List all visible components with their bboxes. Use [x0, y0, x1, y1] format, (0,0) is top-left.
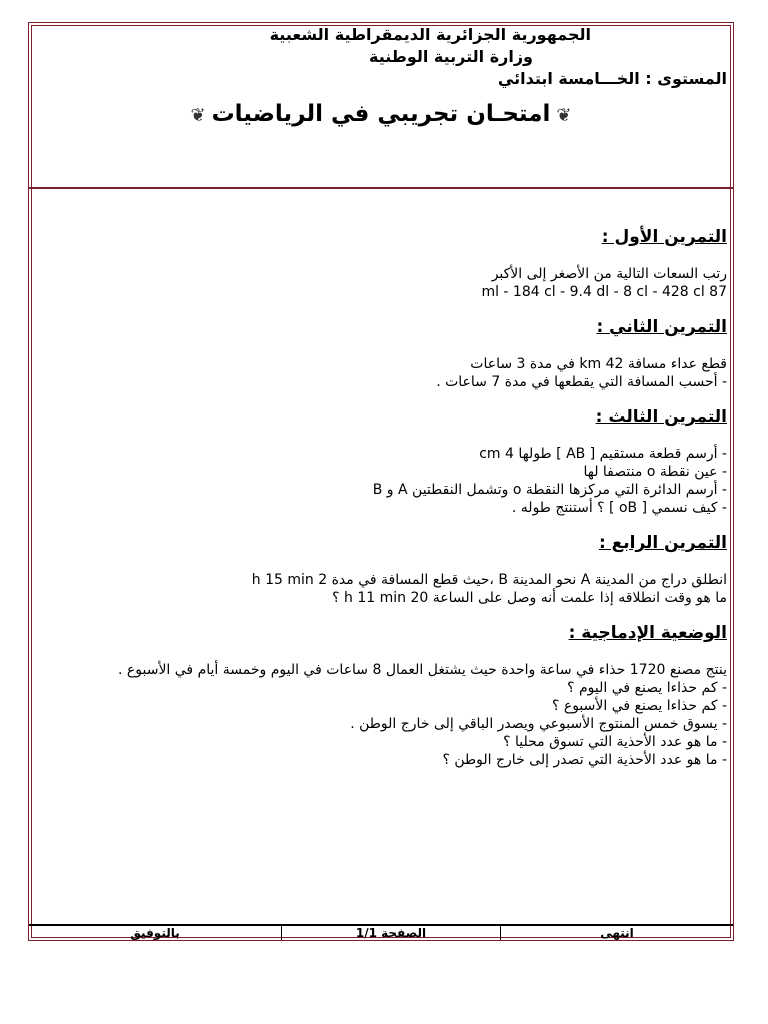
exercise-line: - أحسب المسافة التي يقطعها في مدة 7 ساعات . — [436, 374, 727, 390]
exercise-4 — [49, 533, 727, 607]
exercise-title: التمرين الثاني : — [596, 317, 727, 337]
exercise-line: - يسوق خمس المنتوج الأسبوعي ويصدر الباقي إلى خارج الوطن . — [350, 716, 727, 732]
exercise-title: الوضعية الإدماجية : — [568, 623, 727, 643]
footer — [29, 924, 733, 940]
exercise-line: قطع عداء مسافة km 42 في مدة 3 ساعات — [470, 356, 727, 372]
exercise-line: - عين نقطة o منتصفا لها — [583, 464, 727, 480]
exam-title — [29, 101, 733, 127]
header-republic: الجمهورية الجزائرية الديمقراطية الشعبية — [269, 25, 591, 44]
header-level: المستوى : الخـــامسة ابتدائي — [497, 69, 727, 88]
exercise-title: التمرين الرابع : — [598, 533, 727, 553]
footer-page-number: الصفحة 1/1 — [281, 926, 500, 940]
exam-content — [49, 227, 727, 785]
exercise-line: - كيف نسمي [ oB ] ؟ أستنتج طوله . — [511, 500, 727, 516]
page-frame — [28, 22, 734, 941]
exercise-line: - كم حذاءا يصنع في اليوم ؟ — [567, 680, 727, 696]
header-ministry: وزارة التربية الوطنية — [368, 47, 533, 66]
header — [29, 23, 733, 189]
exercise-line: ml - 184 cl - 9.4 dl - 8 cl - 428 cl 87 — [481, 284, 727, 300]
exercise-line: - أرسم قطعة مستقيم [ AB ] طولها cm 4 — [479, 446, 727, 462]
exercise-line: - أرسم الدائرة التي مركزها النقطة o وتشمل النقطتين A و B — [372, 482, 727, 498]
exam-title-text: امتحـان تجريبي في الرياضيات — [211, 101, 551, 127]
exercise-1 — [49, 227, 727, 301]
footer-end: انتهى — [500, 926, 733, 940]
integration-situation — [49, 623, 727, 769]
exercise-line: ينتج مصنع 1720 حذاء في ساعة واحدة حيث يشتغل العمال 8 ساعات في اليوم وخمسة أيام في الأسبوع . — [118, 662, 727, 678]
footer-good-luck: بالتوفيق — [130, 926, 180, 940]
exercise-title: التمرين الأول : — [601, 227, 727, 247]
ornament-left-icon: ❦ — [190, 105, 206, 126]
exercise-line: ما هو وقت انطلاقه إذا علمت أنه وصل على الساعة 20 h 11 min ؟ — [332, 590, 727, 606]
exercise-line: - ما هو عدد الأحذية التي تسوق محليا ؟ — [503, 734, 727, 750]
exercise-line: - كم حذاءا يصنع في الأسبوع ؟ — [551, 698, 727, 714]
exercise-line: رتب السعات التالية من الأصغر إلى الأكبر — [491, 266, 727, 282]
ornament-right-icon: ❦ — [556, 105, 572, 126]
exercise-line: - ما هو عدد الأحذية التي تصدر إلى خارج الوطن ؟ — [442, 752, 727, 768]
exercise-line: انطلق دراج من المدينة A نحو المدينة B ،حيث قطع المسافة في مدة 2 h 15 min — [251, 572, 727, 588]
exercise-title: التمرين الثالث : — [595, 407, 727, 427]
exercise-2 — [49, 317, 727, 391]
exercise-3 — [49, 407, 727, 517]
